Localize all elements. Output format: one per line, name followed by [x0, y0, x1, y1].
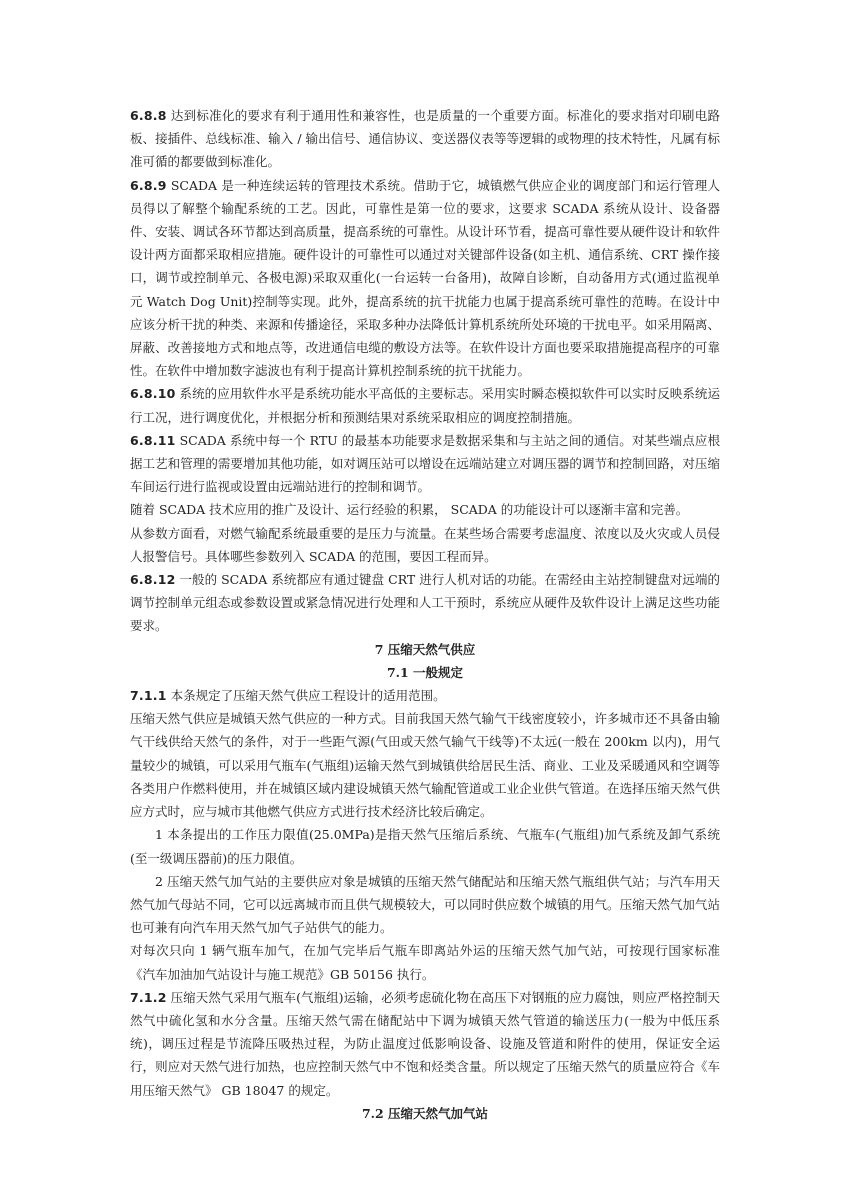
- clause-number: 6.8.10: [130, 386, 176, 402]
- chapter-heading: 7 压缩天然气供应: [374, 641, 476, 657]
- paragraph-text: 随着 SCADA 技术应用的推广及设计、运行经验的积累， SCADA 的功能设计可以逐渐丰富和完善。: [130, 502, 689, 518]
- clause-6-8-10: [130, 382, 720, 428]
- paragraph-text: 从参数方面看，对燃气输配系统最重要的是压力与流量。在某些场合需要考虑温度、浓度以及火灾或人员侵人报警信号。具体哪些参数列入 SCADA 的范围，要因工程而异。: [130, 525, 720, 564]
- clause-6-8-9: [130, 174, 720, 383]
- clause-number: 7.1.1: [130, 688, 167, 704]
- paragraph-text: 对每次只向 1 辆气瓶车加气，在加气完毕后气瓶车即离站外运的压缩天然气加气站，可按现行国家标准《汽车加油加气站设计与施工规范》GB 50156 执行。: [130, 943, 720, 982]
- list-item-text: 1 本条提出的工作压力限值(25.0MPa)是指天然气压缩后系统、气瓶车(气瓶组)加气系统及卸气系统(至一级调压器前)的压力限值。: [130, 827, 720, 866]
- clause-7-1-2: [130, 986, 720, 1102]
- clause-text: SCADA 是一种连续运转的管理技术系统。借助于它，城镇燃气供应企业的调度部门和运行管理人员得以了解整个输配系统的工艺。因此，可靠性是第一位的要求，这要求 SCADA 系统从设计、设备器件、安装、调试各环节都达到高质量，提高系统的可靠性。从设计环节看，提高可靠性要从硬件设计和软件设计两方面都采取相应措施。硬件设计的可靠性可以通过对关键部件设备(如主机、通信系统、CRT 操作接口，调节或控制单元、各极电源)采取双重化(一台运转一台备用)，故障自诊断，自动备用方式(通过监视单元 Watch Dog Unit)控制等实现。此外，提高系统的抗干扰能力也属于提高系统可靠性的范畴。在设计中应该分析干扰的种类、来源和传播途径，采取多种办法降低计算机系统所处环境的干扰电平。如采用隔离、屏蔽、改善接地方式和地点等，改进通信电缆的敷设方法等。在软件设计方面也要采取措施提高程序的可靠性。在软件中增加数字滤波也有利于提高计算机控制系统的抗干扰能力。: [130, 177, 720, 379]
- clause-text: 系统的应用软件水平是系统功能水平高低的主要标志。采用实时瞬态模拟软件可以实时反映系统运行工况，进行调度优化，并根据分析和预测结果对系统采取相应的调度控制措施。: [130, 386, 720, 425]
- paragraph-cng-supply: [130, 707, 720, 823]
- paragraph-scada-development: [130, 498, 720, 521]
- clause-number: 7.1.2: [130, 989, 167, 1005]
- clause-6-8-12: [130, 568, 720, 638]
- paragraph-parameters: [130, 522, 720, 568]
- clause-number: 6.8.12: [130, 572, 176, 588]
- section-heading-2: 7.2 压缩天然气加气站: [361, 1105, 489, 1121]
- document-page: [130, 104, 720, 1125]
- clause-7-1-1: [130, 684, 720, 707]
- list-item-text: 2 压缩天然气加气站的主要供应对象是城镇的压缩天然气储配站和压缩天然气瓶组供气站；与汽车用天然气加气母站不同，它可以远离城市而且供气规模较大，可以同时供应数个城镇的用气。压缩天然气加气站也可兼有向汽车用天然气加气子站供气的能力。: [130, 873, 720, 936]
- list-item-1: [130, 823, 720, 869]
- clause-6-8-8: [130, 104, 720, 174]
- clause-text: 压缩天然气采用气瓶车(气瓶组)运输，必须考虑硫化物在高压下对钢瓶的应力腐蚀，则应严格控制天然气中硫化氢和水分含量。压缩天然气需在储配站中下调为城镇天然气管道的输送压力(一般为中低压系统)，调压过程是节流降压吸热过程，为防止温度过低影响设备、设施及管道和附件的使用，保证安全运行，则应对天然气进行加热，也应控制天然气中不饱和烃类含量。所以规定了压缩天然气的质量应符合《车用压缩天然气》 GB 18047 的规定。: [130, 989, 720, 1098]
- paragraph-text: 压缩天然气供应是城镇天然气供应的一种方式。目前我国天然气输气干线密度较小，许多城市还不具备由输气干线供给天然气的条件，对于一些距气源(气田或天然气输气干线等)不太远(一般在 200km 以内)，用气量较少的城镇，可以采用气瓶车(气瓶组)运输天然气到城镇供给居民生活、商业、工业及采暖通风和空调等各类用户作燃料使用，并在城镇区域内建设城镇天然气输配管道或工业企业供气管道。在选择压缩天然气供应方式时，应与城市其他燃气供应方式进行技术经济比较后确定。: [130, 711, 720, 820]
- clause-number: 6.8.11: [130, 432, 176, 448]
- clause-text: 一般的 SCADA 系统都应有通过键盘 CRT 进行人机对话的功能。在需经由主站控制键盘对远端的调节控制单元组态或参数设置或紧急情况进行处理和人工干预时，系统应从硬件及软件设计上满足这些功能要求。: [130, 572, 720, 634]
- clause-text: 本条规定了压缩天然气供应工程设计的适用范围。: [166, 688, 446, 704]
- clause-text: 达到标准化的要求有利于通用性和兼容性，也是质量的一个重要方面。标准化的要求指对印刷电路板、接插件、总线标准、输入 / 输出信号、通信协议、变送器仪表等等逻辑的或物理的技术特性，凡属有标准可循的都要做到标准化。: [130, 108, 720, 170]
- section-heading: 7.1 一般规定: [386, 664, 464, 680]
- clause-text: SCADA 系统中每一个 RTU 的最基本功能要求是数据采集和与主站之间的通信。对某些端点应根据工艺和管理的需要增加其他功能，如对调压站可以增设在远端站建立对调压器的调节和控制回路，对压缩车间运行进行监视或设置由远端站进行的控制和调节。: [130, 432, 720, 495]
- clause-6-8-11: [130, 429, 720, 499]
- clause-number: 6.8.8: [130, 108, 167, 123]
- list-item-2: [130, 870, 720, 940]
- paragraph-single-vehicle: [130, 939, 720, 985]
- clause-number: 6.8.9: [130, 177, 167, 193]
